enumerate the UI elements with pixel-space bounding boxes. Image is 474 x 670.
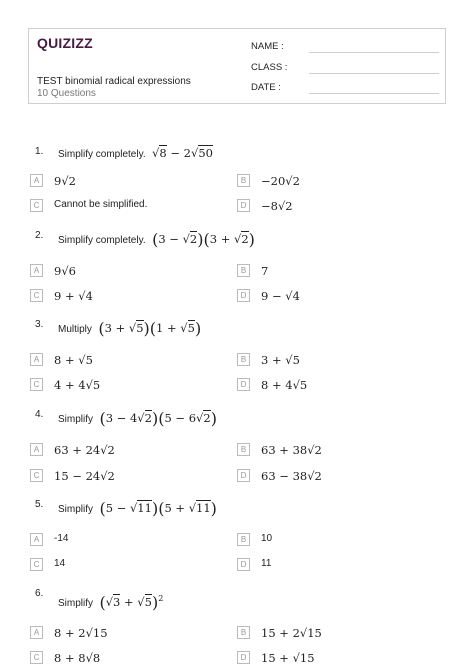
option-text: 9 + √4 bbox=[54, 289, 93, 303]
question-prompt bbox=[58, 319, 201, 338]
question-expression: √8 − 2√50 bbox=[148, 146, 213, 160]
option-text: Cannot be simplified. bbox=[54, 199, 148, 210]
worksheet-header bbox=[28, 28, 446, 104]
option-letter: A bbox=[30, 353, 43, 366]
question-number: 1. bbox=[35, 146, 44, 157]
option-letter: C bbox=[30, 651, 43, 664]
name-label: NAME : bbox=[251, 41, 284, 52]
option-text: 9√2 bbox=[54, 174, 76, 188]
question-count: 10 Questions bbox=[37, 88, 96, 99]
question-number: 5. bbox=[35, 499, 44, 510]
class-line bbox=[309, 73, 439, 74]
option-text: 11 bbox=[261, 558, 272, 569]
name-line bbox=[309, 52, 439, 53]
date-field[interactable] bbox=[251, 82, 281, 93]
option-text: 63 + 38√2 bbox=[261, 443, 322, 457]
option-letter: B bbox=[237, 174, 250, 187]
option-letter: B bbox=[237, 264, 250, 277]
option-letter: A bbox=[30, 626, 43, 639]
question-number: 6. bbox=[35, 588, 44, 599]
option-text: 15 − 24√2 bbox=[54, 469, 115, 483]
question-prompt bbox=[58, 409, 217, 428]
option-text: 9 − √4 bbox=[261, 289, 300, 303]
option-letter: B bbox=[237, 353, 250, 366]
option-letter: C bbox=[30, 378, 43, 391]
option-letter: C bbox=[30, 289, 43, 302]
option-text: -14 bbox=[54, 533, 69, 544]
option-letter: D bbox=[237, 558, 250, 571]
option-text: 8 + √5 bbox=[54, 353, 93, 367]
option-text: 7 bbox=[261, 264, 269, 278]
option-text: −8√2 bbox=[261, 199, 293, 213]
option-letter: B bbox=[237, 533, 250, 546]
prompt-text: Simplify bbox=[58, 598, 94, 609]
date-line bbox=[309, 93, 439, 94]
option-letter: C bbox=[30, 199, 43, 212]
name-field[interactable] bbox=[251, 41, 284, 52]
prompt-text: Simplify bbox=[58, 414, 94, 425]
option-letter: A bbox=[30, 443, 43, 456]
question-number: 4. bbox=[35, 409, 44, 420]
option-letter: C bbox=[30, 469, 43, 482]
option-text: 10 bbox=[261, 533, 273, 544]
option-text: 14 bbox=[54, 558, 66, 569]
prompt-text: Simplify completely. bbox=[58, 235, 146, 246]
prompt-text: Multiply bbox=[58, 324, 92, 335]
option-text: 8 + 4√5 bbox=[261, 378, 308, 392]
question-prompt bbox=[58, 499, 217, 518]
question-prompt bbox=[58, 593, 163, 612]
option-text: 63 + 24√2 bbox=[54, 443, 115, 457]
prompt-text: Simplify completely. bbox=[58, 149, 146, 160]
option-letter: D bbox=[237, 378, 250, 391]
question-expression: (3 − √2)(3 + √2) bbox=[152, 230, 255, 249]
question-expression: (3 − 4√2)(5 − 6√2) bbox=[99, 409, 217, 428]
option-text: 15 + √15 bbox=[261, 651, 315, 665]
option-letter: D bbox=[237, 199, 250, 212]
option-letter: D bbox=[237, 651, 250, 664]
question-prompt bbox=[58, 230, 255, 249]
test-title: TEST binomial radical expressions bbox=[37, 76, 191, 87]
option-letter: D bbox=[237, 469, 250, 482]
question-number: 3. bbox=[35, 319, 44, 330]
option-text: 15 + 2√15 bbox=[261, 626, 322, 640]
class-label: CLASS : bbox=[251, 62, 288, 73]
date-label: DATE : bbox=[251, 82, 281, 93]
question-expression: $(√3 + √5)^2$ bbox=[99, 593, 164, 612]
option-text: 8 + 8√8 bbox=[54, 651, 101, 665]
question-expression: (3 + √5)(1 + √5) bbox=[98, 319, 202, 338]
option-letter: D bbox=[237, 289, 250, 302]
prompt-text: Simplify bbox=[58, 504, 94, 515]
option-text: 63 − 38√2 bbox=[261, 469, 322, 483]
option-text: 9√6 bbox=[54, 264, 76, 278]
quizizz-logo: QUIZIZZ bbox=[37, 35, 93, 51]
option-text: 8 + 2√15 bbox=[54, 626, 108, 640]
option-letter: B bbox=[237, 443, 250, 456]
class-field[interactable] bbox=[251, 62, 287, 73]
option-letter: B bbox=[237, 626, 250, 639]
option-text: 3 + √5 bbox=[261, 353, 300, 367]
option-letter: A bbox=[30, 264, 43, 277]
option-letter: A bbox=[30, 533, 43, 546]
question-expression: (5 − √11)(5 + √11) bbox=[99, 499, 217, 518]
question-prompt bbox=[58, 146, 213, 160]
option-letter: A bbox=[30, 174, 43, 187]
option-text: 4 + 4√5 bbox=[54, 378, 101, 392]
option-letter: C bbox=[30, 558, 43, 571]
question-number: 2. bbox=[35, 230, 44, 241]
option-text: −20√2 bbox=[261, 174, 300, 188]
